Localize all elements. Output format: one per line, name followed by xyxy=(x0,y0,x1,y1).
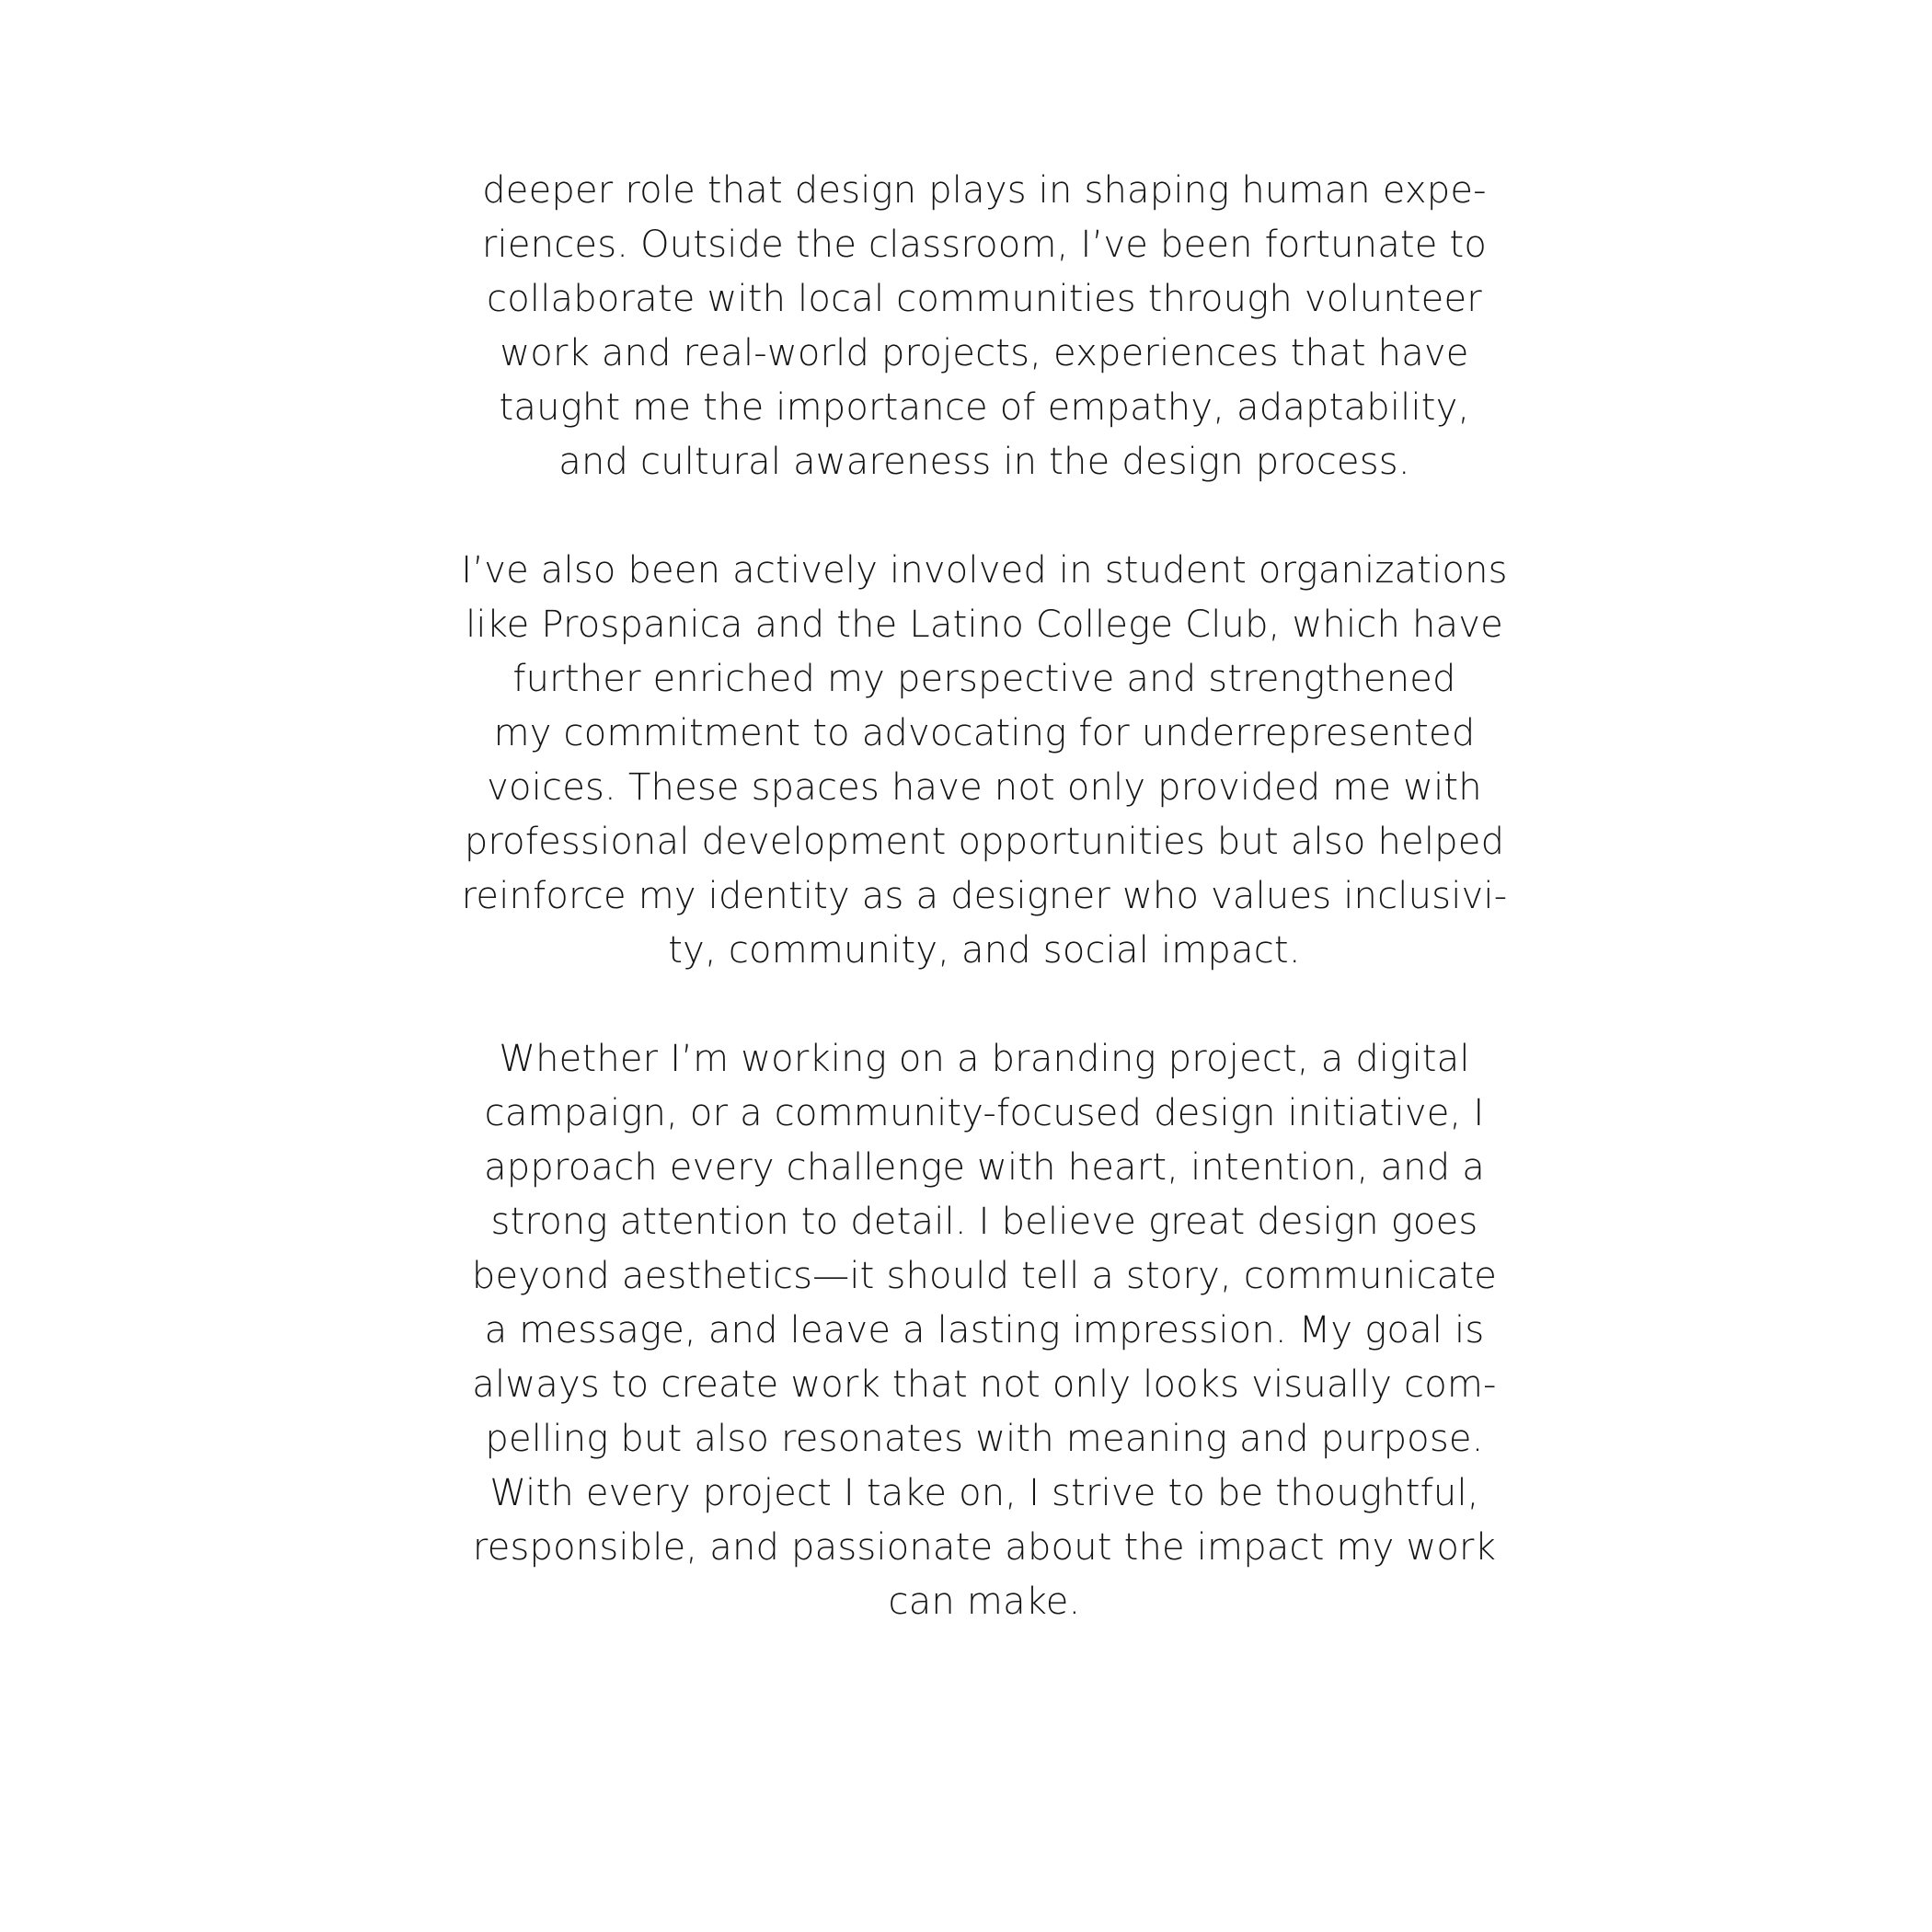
text-line: reinforce my identity as a designer who values inclusivi- xyxy=(461,875,1508,917)
paragraph-design-approach xyxy=(386,1032,1582,1629)
text-line: With every project I take on, I strive to be thoughtful, xyxy=(489,1472,1479,1514)
text-line: responsible, and passionate about the impact my work xyxy=(472,1526,1497,1569)
text-line: my commitment to advocating for underrepresented xyxy=(493,712,1476,754)
paragraph-student-organizations xyxy=(386,544,1582,978)
text-line: can make. xyxy=(888,1581,1081,1623)
text-line: like Prospanica and the Latino College Club, which have xyxy=(466,604,1503,646)
text-line: riences. Outside the classroom, I’ve been fortunate to xyxy=(481,224,1488,266)
text-line: professional development opportunities but also helped xyxy=(464,821,1505,863)
text-line: further enriched my perspective and strengthened xyxy=(512,658,1456,700)
text-line: strong attention to detail. I believe great design goes xyxy=(490,1201,1478,1243)
text-line: I’ve also been actively involved in student organizations xyxy=(461,549,1508,592)
text-line: beyond aesthetics—it should tell a story, communicate xyxy=(471,1255,1498,1297)
text-line: ty, community, and social impact. xyxy=(668,929,1301,972)
text-line: pelling but also resonates with meaning and purpose. xyxy=(485,1418,1484,1460)
text-line: always to create work that not only looks visually com- xyxy=(472,1363,1497,1406)
text-line: approach every challenge with heart, intention, and a xyxy=(484,1146,1485,1189)
document-body xyxy=(386,164,1582,1684)
text-line: and cultural awareness in the design process. xyxy=(558,441,1410,483)
text-line: deeper role that design plays in shaping human expe- xyxy=(482,169,1487,212)
text-line: a message, and leave a lasting impression. My goal is xyxy=(484,1309,1485,1351)
text-line: voices. These spaces have not only provided me with xyxy=(487,766,1482,809)
text-line: campaign, or a community-focused design initiative, I xyxy=(484,1092,1485,1134)
text-line: collaborate with local communities through volunteer xyxy=(487,278,1482,320)
paragraph-design-experience xyxy=(386,164,1582,489)
text-line: work and real-world projects, experiences that have xyxy=(500,332,1469,374)
text-line: taught me the importance of empathy, adaptability, xyxy=(499,386,1470,429)
text-line: Whether I’m working on a branding project, a digital xyxy=(499,1038,1470,1080)
